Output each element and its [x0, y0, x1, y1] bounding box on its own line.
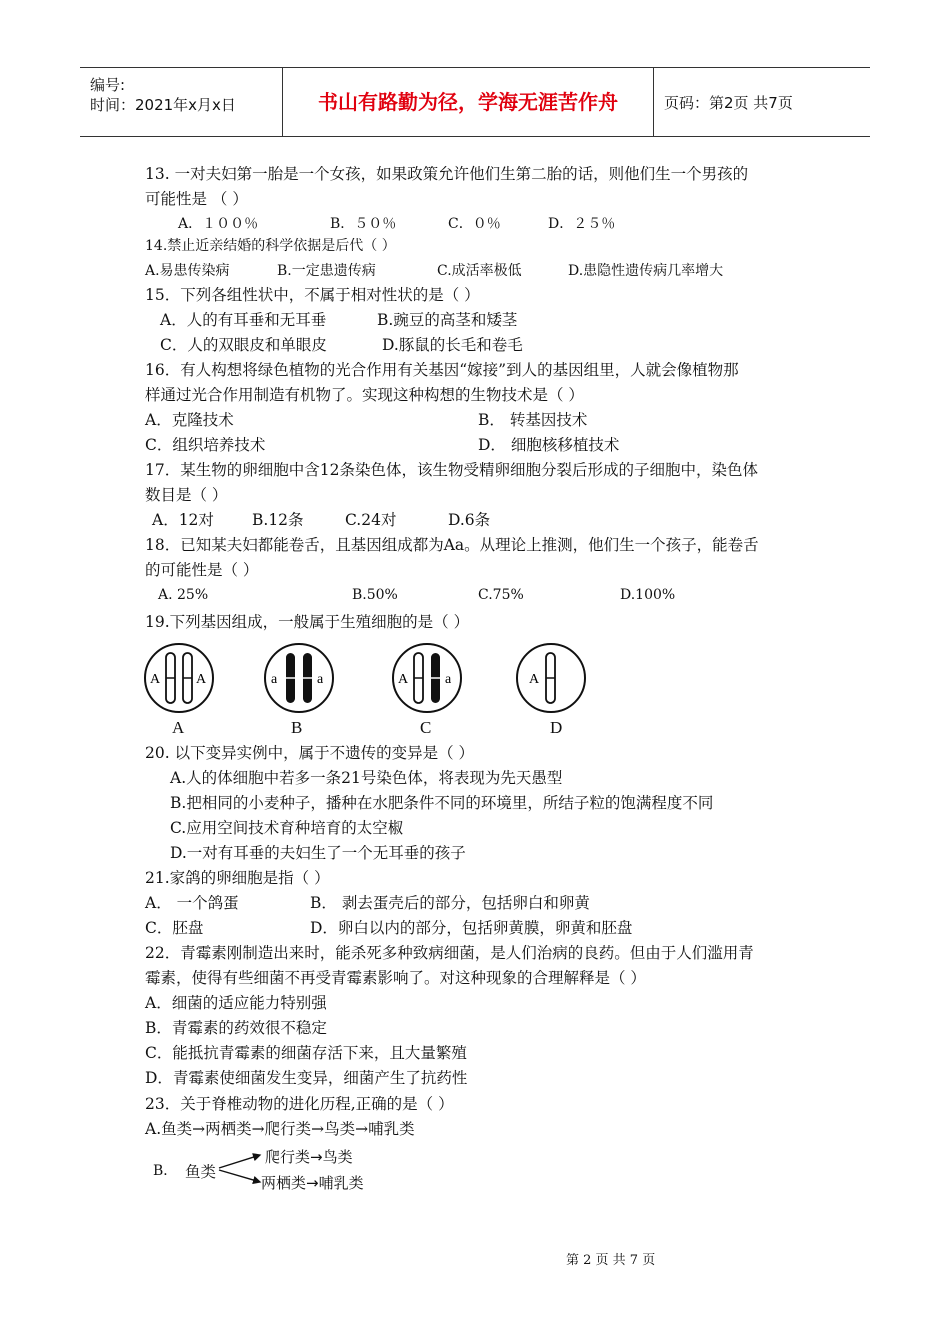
q18-line1: 18．已知某夫妇都能卷舌，且基因组成都为Aa。从理论上推测，他们生一个孩子，能卷舌: [145, 536, 759, 554]
q18-line2: 的可能性是（ ）: [145, 561, 259, 579]
q14-option-a: A.易患传染病: [145, 263, 230, 279]
gene-label: A: [196, 672, 207, 687]
figure-caption-a: A: [172, 718, 185, 737]
time-label: 时间：2021年x月x日: [90, 96, 236, 114]
q18-option-d: D.100%: [620, 587, 676, 603]
q21-option-a: A． 一个鸽蛋: [145, 894, 239, 912]
q20-option-b: B.把相同的小麦种子，播种在水肥条件不同的环境里，所结子粒的饱满程度不同: [170, 794, 714, 812]
q16-line1: 16．有人构想将绿色植物的光合作用有关基因“嫁接”到人的基因组里，人就会像植物那: [145, 361, 739, 379]
q18-option-c: C.75%: [478, 587, 524, 603]
page-footer: 第 2 页 共 7 页: [566, 1253, 656, 1268]
q15-option-c: C．人的双眼皮和单眼皮: [160, 336, 327, 354]
q13-option-b: B．５０％: [330, 216, 397, 232]
q17-option-b: B.12条: [252, 511, 304, 529]
gene-label: a: [317, 672, 324, 687]
gene-label: A: [529, 672, 540, 687]
q14-option-c: C.成活率极低: [437, 263, 522, 279]
q15-option-a: A．人的有耳垂和无耳垂: [160, 311, 327, 329]
figure-caption-d: D: [550, 718, 563, 737]
page-label: 页码：第2页 共7页: [664, 94, 793, 112]
q13-option-c: C．０％: [448, 216, 501, 232]
gene-label: a: [445, 672, 452, 687]
q22-option-a: A．细菌的适应能力特别强: [145, 994, 327, 1012]
q22-option-d: D．青霉素使细菌发生变异，细菌产生了抗药性: [145, 1069, 468, 1087]
q20-option-a: A.人的体细胞中若多一条21号染色体，将表现为先天愚型: [170, 769, 563, 787]
q16-line2: 样通过光合作用制造有机物了。实现这种构想的生物技术是（ ）: [145, 386, 584, 404]
q17-line2: 数目是（ ）: [145, 486, 228, 504]
q16-option-a: A．克隆技术: [145, 411, 234, 429]
cell-figure-c: [390, 641, 464, 715]
q13-option-a: A．１００％: [178, 216, 259, 232]
q22-line2: 霉素，使得有些细菌不再受青霉素影响了。对这种现象的合理解释是（ ）: [145, 969, 646, 987]
q21-option-c: C．胚盘: [145, 919, 204, 937]
q16-option-c: C．组织培养技术: [145, 436, 266, 454]
q13-option-d: D．２５％: [548, 216, 616, 232]
q23-top-branch: 爬行类→鸟类: [265, 1148, 353, 1166]
q15-option-d: D.豚鼠的长毛和卷毛: [382, 336, 523, 354]
q13-line1: 13. 一对夫妇第一胎是一个女孩，如果政策允许他们生第二胎的话，则他们生一个男孩的: [145, 165, 749, 183]
q23-bottom-branch: 两栖类→哺乳类: [261, 1174, 364, 1192]
q23-text: 23．关于脊椎动物的进化历程,正确的是（ ）: [145, 1095, 454, 1113]
cell-figure-d: [514, 641, 588, 715]
q17-line1: 17．某生物的卵细胞中含12条染色体，该生物受精卵细胞分裂后形成的子细胞中，染色体: [145, 461, 758, 479]
q20-option-d: D.一对有耳垂的夫妇生了一个无耳垂的孩子: [170, 844, 466, 862]
figure-caption-b: B: [291, 718, 303, 737]
q20-option-c: C.应用空间技术育种培育的太空椒: [170, 819, 404, 837]
code-label: 编号:: [90, 76, 126, 94]
q17-option-a: A．12对: [152, 511, 214, 529]
header-meta: [80, 68, 283, 136]
q17-option-d: D.6条: [448, 511, 491, 529]
q18-option-b: B.50%: [352, 587, 398, 603]
motto: 书山有路勤为径，学海无涯苦作舟: [283, 68, 654, 136]
gene-label: a: [271, 672, 278, 687]
q13-line2: 可能性是 （ ）: [145, 190, 248, 208]
q23-option-a: A.鱼类→两栖类→爬行类→鸟类→哺乳类: [145, 1120, 415, 1138]
cell-figure-b: [262, 641, 336, 715]
page-header: [80, 67, 870, 137]
q21-text: 21.家鸽的卵细胞是指（ ）: [145, 869, 330, 887]
figure-caption-c: C: [420, 718, 432, 737]
q22-option-b: B．青霉素的药效很不稳定: [145, 1019, 327, 1037]
q16-option-d: D． 细胞核移植技术: [478, 436, 620, 454]
cell-figure-a: [142, 641, 216, 715]
q21-option-b: B． 剥去蛋壳后的部分，包括卵白和卵黄: [310, 894, 590, 912]
q18-option-a: A. 25%: [158, 587, 209, 603]
q21-option-d: D．卵白以内的部分，包括卵黄膜，卵黄和胚盘: [310, 919, 633, 937]
q22-option-c: C．能抵抗青霉素的细菌存活下来，且大量繁殖: [145, 1044, 467, 1062]
q17-option-c: C.24对: [345, 511, 397, 529]
q16-option-b: B． 转基因技术: [478, 411, 588, 429]
gene-label: A: [150, 672, 161, 687]
q23-option-b-diagram: [145, 1144, 405, 1196]
gene-label: A: [398, 672, 409, 687]
q22-line1: 22．青霉素刚制造出来时，能杀死多种致病细菌，是人们治病的良药。但由于人们滥用青: [145, 944, 754, 962]
q19-text: 19.下列基因组成，一般属于生殖细胞的是（ ）: [145, 613, 470, 631]
q15-option-b: B.豌豆的高茎和矮茎: [377, 311, 518, 329]
q23-option-b-label: B．: [153, 1163, 178, 1179]
q14-option-b: B.一定患遗传病: [277, 263, 376, 279]
q14-option-d: D.患隐性遗传病几率增大: [568, 263, 724, 279]
q14-text: 14.禁止近亲结婚的科学依据是后代（ ）: [145, 238, 396, 254]
q20-text: 20. 以下变异实例中，属于不遗传的变异是（ ）: [145, 744, 475, 762]
q15-text: 15．下列各组性状中，不属于相对性状的是（ ）: [145, 286, 480, 304]
q23-root-node: 鱼类: [185, 1163, 217, 1181]
